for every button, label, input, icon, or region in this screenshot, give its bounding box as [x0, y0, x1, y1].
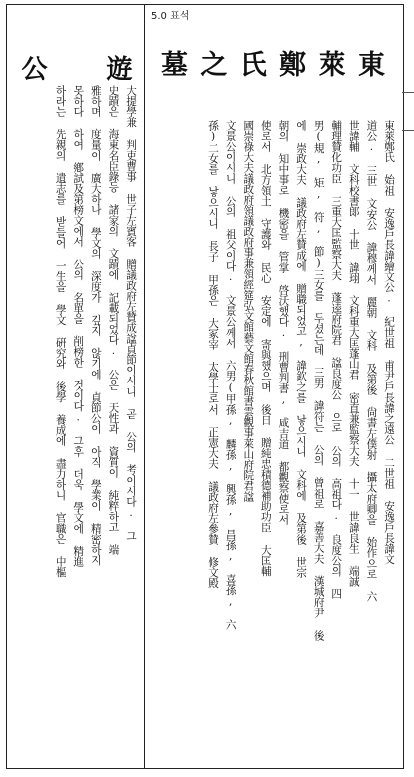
text-line: 雅하며 度量이 廣大하나 學文의 深度가 깊지 않기에 貞節公이 아직 學業이 精密하지: [89, 85, 102, 566]
seal-script-heading-right: [152, 50, 388, 116]
panel-divider: [144, 4, 145, 769]
text-line: 大提學兼 判吏曹事 世子左賓客 贈議政府左贊成諡貞節이시니 곧 公의 考이시다. 그: [125, 85, 137, 542]
seal-char: 公: [17, 55, 47, 91]
seal-char: 鄭: [274, 50, 306, 83]
page-label: 5.0 표석: [151, 11, 190, 22]
text-line: 道公. 三世 文安公 諱穆께서 麗朝 文科 及第後 尙書左僕射 攝太府卿을 始作으로 六: [365, 120, 378, 602]
seal-char: 氏: [234, 50, 266, 83]
text-line: 못하다 하여 鄕試及第榜文에서 公의 名單을 削榜한 것이다. 그후 더욱 學文에 精進: [72, 85, 85, 567]
text-line: 世諱輔 文科校書郞 十世 諱珝 文科重大匡蓬山君 密直兼監察大夫 十一 世諱良生 端誠: [347, 120, 360, 587]
seal-char: 遊: [102, 55, 132, 91]
seal-char: 墓: [156, 50, 187, 83]
pointer-line: [402, 92, 414, 93]
inscription-text-left: [11, 85, 139, 765]
inscription-text-right: [150, 120, 397, 762]
seal-char: 萊: [313, 50, 345, 83]
seal-char: 之: [195, 50, 227, 83]
pointer-line: [402, 130, 414, 131]
text-line: 孫)二女를 낳으시니 長子 甲孫은 大冢宰 太學士로서 正憲大夫 議政府左參贊 修文殿: [207, 120, 220, 589]
text-line: 男(規, 矩, 符, 節)三女를 두셨는데 三男 諱符는 公의 曾祖로 嘉善大夫 漢城府尹 後: [312, 120, 325, 641]
text-line: 하라는 先親의 遺志를 받들어 一生을 學文 硏究와 後學 養成에 盡力하니 官職은 中樞: [54, 85, 67, 578]
text-line: 東萊鄭氏 始祖 安逸戶長諱繪文公. 紀世祖 甫尹戶長諱之遠公 二世祖 安逸戶長諱文: [383, 120, 395, 565]
seal-char: 東: [352, 50, 384, 83]
text-line: 史蹟은 海東名臣錄등 諸家의 文蹟에 記載되었다. 公은 天性과 資質이 純粹하고 端: [107, 85, 120, 555]
text-line: 國崇祿大夫議政府領議政府事兼領經筵弘文館藝文館春秋館書雲觀事萊山府院君諡: [242, 120, 255, 502]
text-line: 朝의 知中事로 機密을 管掌 啓沃했다. 刑曹判書, 咸吉道 都觀察使로서: [277, 120, 290, 525]
text-line: 에 崇政大夫 議政府左贊成에 贈職되었고, 諱欽之를 낳으시니 文科에 及第後 世宗: [295, 120, 308, 578]
text-line: 輔理贊化功臣 三重大匡監察大夫 蓬逵府院君 諡良度公 으로 公의 高祖다. 良度公의 四: [330, 120, 343, 599]
text-line: 文景公이시니 公의 祖父이다. 文景公께서 六男(甲孫, 麟孫, 興孫, 昌孫, 喜孫, 六: [224, 120, 237, 630]
text-line: 使로서 北方領土 守護와 民心 安定에 寄與했으며 後日 贈純忠積德補助功臣 大匡輔: [259, 120, 272, 577]
